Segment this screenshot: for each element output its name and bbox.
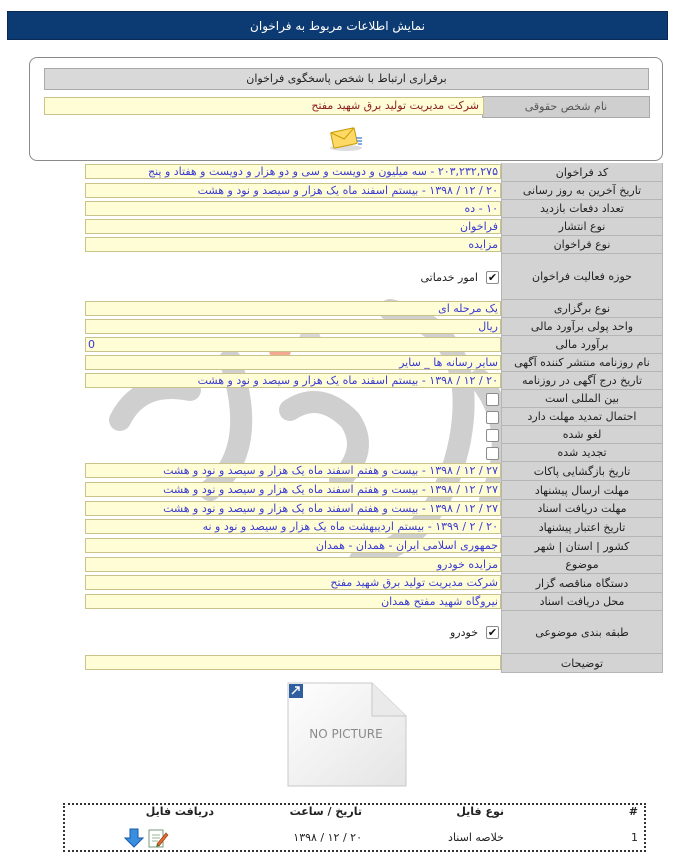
row-docs-place xyxy=(85,593,663,611)
field-label: واحد پولی برآورد مالی xyxy=(501,318,663,336)
field-label: تاریخ بازگشایی پاکات xyxy=(501,462,663,481)
field-label: برآورد مالی xyxy=(501,336,663,354)
field-label: مهلت ارسال پیشنهاد xyxy=(501,481,663,500)
field-label: کشور | استان | شهر xyxy=(501,537,663,556)
download-actions xyxy=(123,827,169,849)
row-cancelled xyxy=(85,426,663,444)
row-estimate xyxy=(85,336,663,354)
col-download-header: دریافت فایل xyxy=(145,805,214,818)
field-label: احتمال تمدید مهلت دارد xyxy=(501,408,663,426)
row-holding-type xyxy=(85,300,663,318)
file-date: ۲۰ / ۱۲ / ۱۳۹۸ xyxy=(293,831,362,844)
row-international xyxy=(85,390,663,408)
row-currency xyxy=(85,318,663,336)
row-location xyxy=(85,537,663,556)
subject-value: مزایده خودرو xyxy=(85,557,501,572)
no-picture-text: NO PICTURE xyxy=(309,727,383,741)
submit-deadline-value: ۲۷ / ۱۲ / ۱۳۹۸ - بیست و هفتم اسفند ماه یک هزار و سیصد و نود و هشت xyxy=(85,482,501,497)
row-notes xyxy=(85,654,663,673)
row-publish-type xyxy=(85,218,663,236)
newspaper-value: سایر رسانه ها _ سایر xyxy=(85,355,501,370)
row-validity xyxy=(85,518,663,537)
field-label: بین المللی است xyxy=(501,390,663,408)
contact-value: شرکت مدیریت تولید برق شهید مفتح xyxy=(44,97,484,115)
field-label: موضوع xyxy=(501,556,663,574)
row-newspaper xyxy=(85,354,663,372)
category-option-label: خودرو xyxy=(449,626,478,639)
contact-heading: برقراری ارتباط با شخص پاسخگوی فراخوان xyxy=(44,68,649,90)
page-title: نمایش اطلاعات مربوط به فراخوان xyxy=(7,11,668,40)
col-num-header: # xyxy=(628,805,638,818)
field-label: تعداد دفعات بازدید xyxy=(501,200,663,218)
field-label: لغو شده xyxy=(501,426,663,444)
cancelled-checkbox[interactable] xyxy=(486,429,499,442)
edit-icon[interactable] xyxy=(147,827,169,849)
field-label: نوع برگزاری xyxy=(501,300,663,318)
category-checkbox[interactable]: ✔ xyxy=(487,626,498,639)
code-value: ۲۰۳,۲۳۲,۲۷۵ - سه میلیون و دویست و سی و دو هزار و دویست و هفتاد و پنج xyxy=(85,164,501,179)
views-value: ۱۰ - ده xyxy=(85,201,501,216)
field-label: توضیحات xyxy=(501,654,663,673)
files-header-row xyxy=(65,805,644,822)
publish-type-value: فراخوان xyxy=(85,219,501,234)
row-organizer xyxy=(85,574,663,593)
validity-value: ۲۰ / ۲ / ۱۳۹۹ - بیستم اردیبهشت ماه یک هزار و سیصد و نود و نه xyxy=(85,519,501,534)
download-arrow-icon[interactable] xyxy=(123,827,145,849)
opening-value: ۲۷ / ۱۲ / ۱۳۹۸ - بیست و هفتم اسفند ماه یک هزار و سیصد و نود و هشت xyxy=(85,463,501,478)
row-category xyxy=(85,611,663,654)
last-update-value: ۲۰ / ۱۲ / ۱۳۹۸ - بیستم اسفند ماه یک هزار و سیصد و نود و هشت xyxy=(85,183,501,198)
row-views xyxy=(85,200,663,218)
field-label: نوع انتشار xyxy=(501,218,663,236)
row-last-update xyxy=(85,182,663,200)
newspaper-date-value: ۲۰ / ۱۲ / ۱۳۹۸ - بیستم اسفند ماه یک هزار و سیصد و نود و هشت xyxy=(85,373,501,388)
field-label: تاریخ اعتبار پیشنهاد xyxy=(501,518,663,537)
notes-value xyxy=(85,655,501,670)
file-num: 1 xyxy=(631,831,638,844)
field-label: مهلت دریافت اسناد xyxy=(501,500,663,518)
organizer-value: شرکت مدیریت تولید برق شهید مفتح xyxy=(85,575,501,590)
row-code xyxy=(85,163,663,182)
extension-checkbox[interactable] xyxy=(486,411,499,424)
renewed-checkbox[interactable] xyxy=(486,447,499,460)
field-label: محل دریافت اسناد xyxy=(501,593,663,611)
currency-value: ریال xyxy=(85,319,501,334)
field-label: طبقه بندی موضوعی xyxy=(501,611,663,654)
row-newspaper-date xyxy=(85,372,663,390)
field-label: حوزه فعالیت فراخوان xyxy=(501,254,663,300)
international-checkbox[interactable] xyxy=(486,393,499,406)
field-label: نوع فراخوان xyxy=(501,236,663,254)
holding-type-value: یک مرحله ای xyxy=(85,301,501,316)
docs-place-value: نیروگاه شهید مفتح همدان xyxy=(85,594,501,609)
no-picture-image xyxy=(286,682,408,788)
row-docs-deadline xyxy=(85,500,663,518)
row-call-type xyxy=(85,236,663,254)
mail-icon[interactable] xyxy=(326,126,366,152)
contact-panel xyxy=(29,57,663,161)
docs-deadline-value: ۲۷ / ۱۲ / ۱۳۹۸ - بیست و هفتم اسفند ماه یک هزار و سیصد و نود و هشت xyxy=(85,501,501,516)
field-label: تاریخ آخرین به روز رسانی xyxy=(501,182,663,200)
field-label: دستگاه مناقصه گزار xyxy=(501,574,663,593)
activity-option-label: امور خدماتی xyxy=(420,270,478,284)
field-label: تجدید شده xyxy=(501,444,663,462)
estimate-value: 0 xyxy=(85,337,501,352)
activity-checkbox[interactable]: ✔ xyxy=(487,270,498,284)
row-extension xyxy=(85,408,663,426)
contact-label: نام شخص حقوقی xyxy=(482,96,650,118)
table-row xyxy=(65,827,644,849)
col-date-header: تاریخ / ساعت xyxy=(289,805,362,818)
field-label: کد فراخوان xyxy=(501,163,663,182)
files-table xyxy=(63,803,646,852)
activity-option xyxy=(85,254,501,300)
category-option xyxy=(85,611,501,654)
file-type: خلاصه اسناد xyxy=(448,831,504,844)
row-subject xyxy=(85,556,663,574)
location-value: جمهوری اسلامی ایران - همدان - همدان xyxy=(85,538,501,553)
row-renewed xyxy=(85,444,663,462)
field-label: تاریخ درج آگهی در روزنامه xyxy=(501,372,663,390)
row-submit-deadline xyxy=(85,481,663,500)
row-activity xyxy=(85,254,663,300)
col-type-header: نوع فایل xyxy=(456,805,504,818)
field-label: نام روزنامه منتشر کننده آگهی xyxy=(501,354,663,372)
call-type-value: مزایده xyxy=(85,237,501,252)
row-opening xyxy=(85,462,663,481)
